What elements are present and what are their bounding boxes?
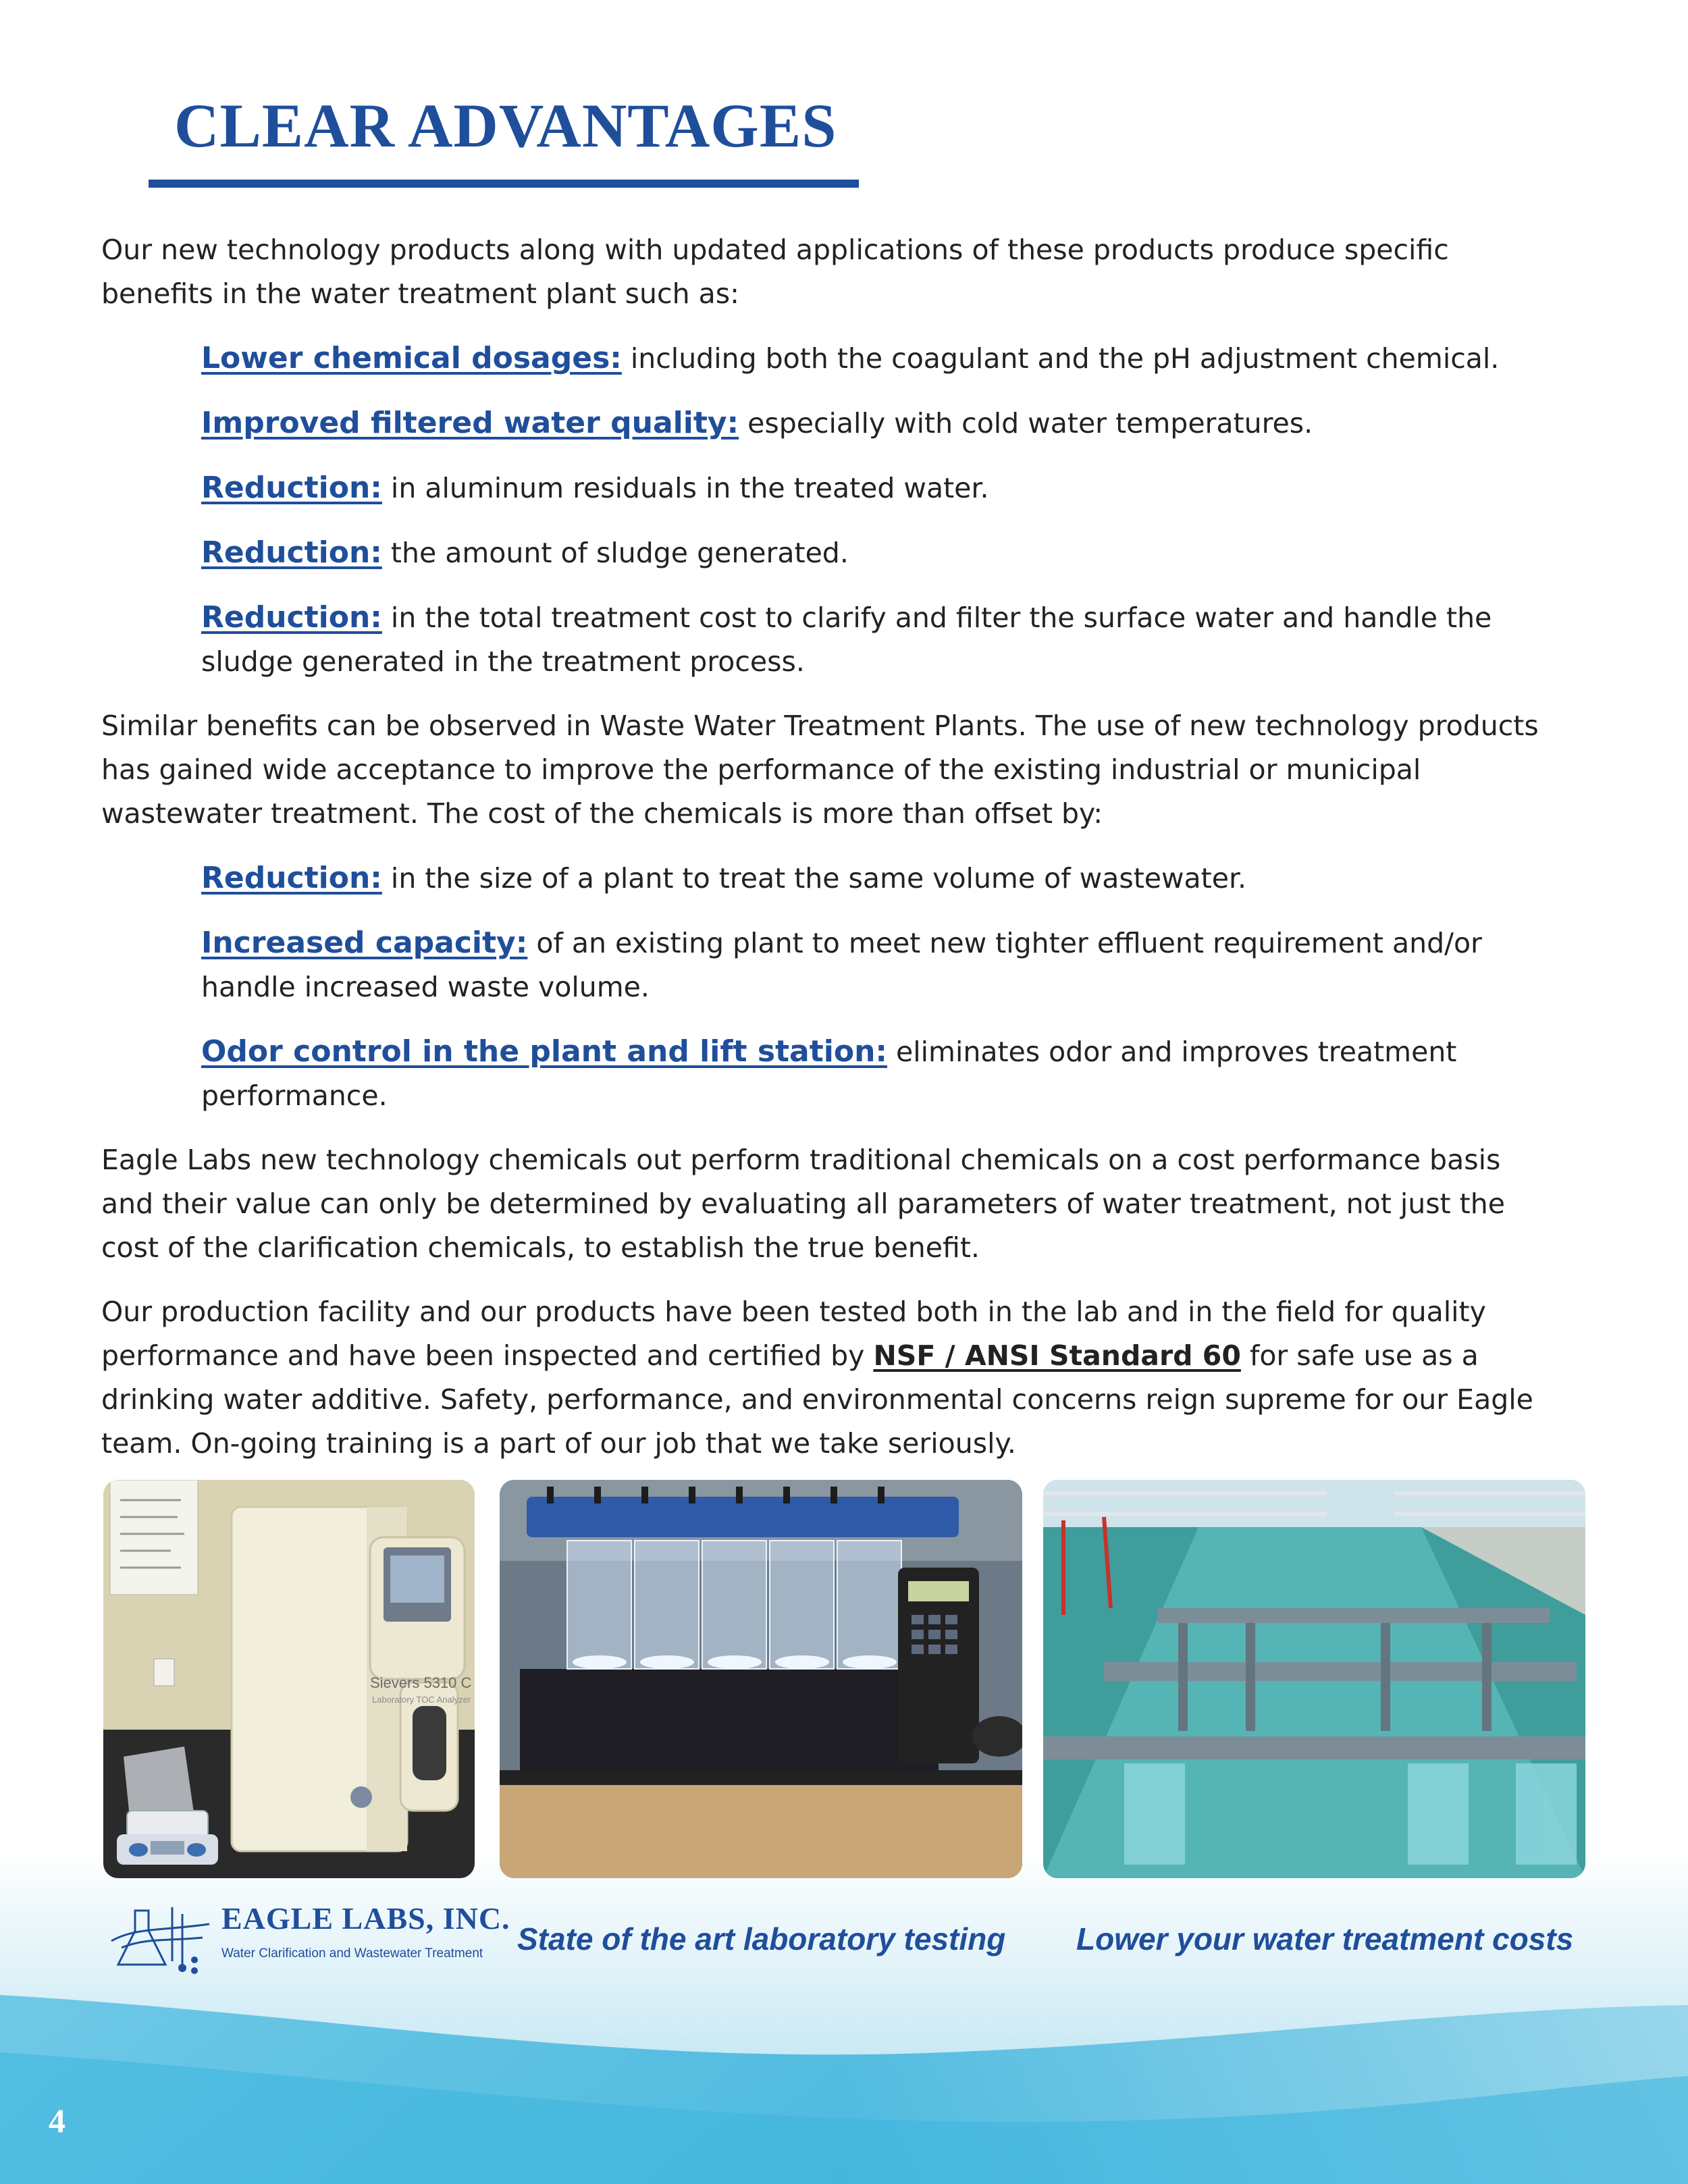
benefit-text: including both the coagulant and the pH adjustment chemical. — [621, 342, 1500, 375]
body-copy — [101, 228, 1560, 1486]
benefit-item — [201, 921, 1560, 1009]
benefit-lead: Improved filtered water quality: — [201, 406, 739, 440]
caption-lab-testing: State of the art laboratory testing — [517, 1921, 1006, 1956]
benefit-item — [201, 531, 1560, 575]
treatment-basin-photo — [1043, 1480, 1585, 1878]
intro-paragraph: Our new technology products along with updated applications of these products produce specific benefits in the water treatment plant such as: — [101, 234, 1449, 310]
benefit-lead: Reduction: — [201, 535, 382, 570]
analyzer-model-label: Sievers 5310 C — [370, 1674, 472, 1691]
eagle-flask-icon — [108, 1900, 216, 1978]
benefit-item — [201, 401, 1560, 446]
logo-company-name: EAGLE LABS, INC. — [221, 1901, 510, 1936]
basin-illustration — [1043, 1480, 1585, 1878]
benefit-text: eliminates odor and improves treatment performance. — [201, 1036, 1457, 1112]
caption-lower-costs: Lower your water treatment costs — [1076, 1921, 1574, 1956]
benefit-lead: Reduction: — [201, 600, 382, 635]
benefit-text: the amount of sludge generated. — [381, 537, 849, 569]
benefit-lead: Lower chemical dosages: — [201, 341, 622, 375]
jar-tester-illustration — [500, 1480, 1022, 1878]
certification-text: Our production facility and our products have been tested both in the lab and in the field for quality performance and have been inspected and certified by — [101, 1296, 1486, 1372]
analyzer-sub-label: Laboratory TOC Analyzer — [372, 1695, 471, 1705]
analyzer-illustration — [103, 1480, 475, 1878]
benefit-text: of an existing plant to meet new tighter effluent requirement and/or handle increased waste volume. — [201, 927, 1482, 1003]
benefit-text: in aluminum residuals in the treated water. — [381, 472, 989, 504]
certification-paragraph — [101, 1290, 1560, 1466]
benefit-text: especially with cold water temperatures. — [739, 407, 1313, 440]
benefit-lead: Increased capacity: — [201, 926, 528, 960]
nsf-standard-link[interactable]: NSF / ANSI Standard 60 — [873, 1339, 1241, 1372]
page-title: CLEAR ADVANTAGES — [174, 91, 837, 160]
benefit-lead: Reduction: — [201, 471, 382, 505]
wastewater-paragraph: Similar benefits can be observed in Waste Water Treatment Plants. The use of new technology products has gained wide acceptance to improve the performance of the existing industrial or municipal wastewater treatment. The cost of the chemicals is more than offset by: — [101, 710, 1539, 830]
benefit-item — [201, 466, 1560, 510]
benefit-item — [201, 336, 1560, 381]
benefit-item — [201, 856, 1560, 901]
certification-text: for safe use as a drinking water additive. Safety, performance, and environmental concerns reign supreme for our Eagle team. On-going training is a part of our job that we take seriously. — [101, 1339, 1533, 1460]
benefit-text: in the size of a plant to treat the same volume of wastewater. — [381, 862, 1247, 895]
page-number: 4 — [49, 2102, 65, 2139]
benefit-lead: Reduction: — [201, 861, 382, 895]
logo-tagline: Water Clarification and Wastewater Treatment — [221, 1946, 483, 1961]
benefit-item — [201, 595, 1560, 684]
jar-tester-photo — [500, 1480, 1022, 1878]
title-underline — [149, 180, 859, 188]
water-benefits-list — [101, 336, 1560, 684]
benefit-text: in the total treatment cost to clarify and filter the surface water and handle the sludge generated in the treatment process. — [201, 602, 1492, 678]
eagle-labs-logo — [108, 1900, 510, 1978]
benefit-item — [201, 1030, 1560, 1118]
benefit-lead: Odor control in the plant and lift station: — [201, 1034, 887, 1069]
eagle-paragraph: Eagle Labs new technology chemicals out perform traditional chemicals on a cost performance basis and their value can only be determined by evaluating all parameters of water treatment, not just the cost of the clarification chemicals, to establish the true benefit. — [101, 1144, 1505, 1264]
lab-analyzer-photo — [103, 1480, 475, 1878]
wastewater-benefits-list — [101, 856, 1560, 1118]
